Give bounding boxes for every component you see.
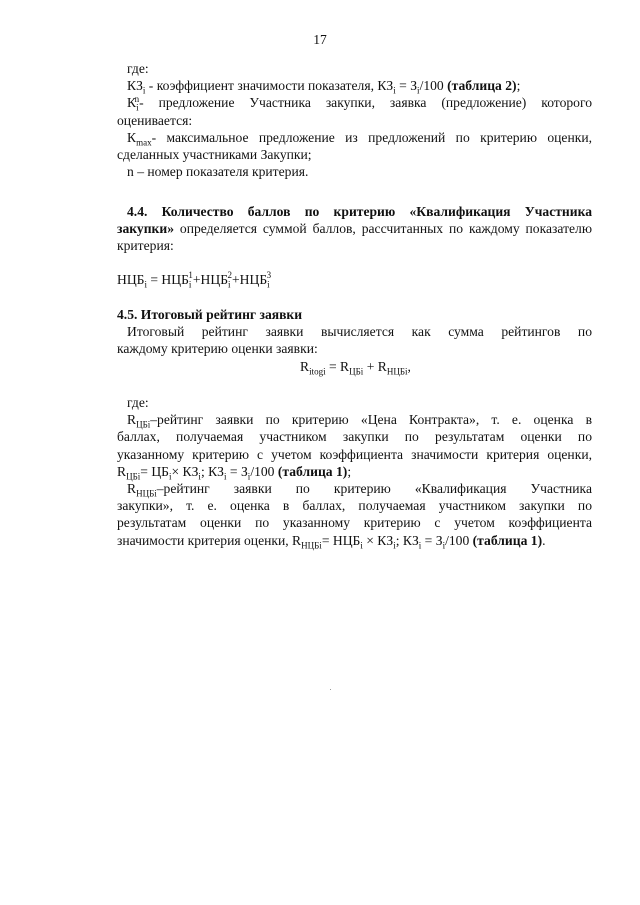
rncb-definition-line4: значимости критерия оценки, $R_{НЦБi}= НЦБ_i \times КЗ_i$; $КЗ_i = З_i/100$ (таблица 1). [117, 532, 546, 551]
ki-definition: $К_i^n-$ предложение Участника закупки, заявка (предложение) которого [127, 93, 592, 114]
ki-definition-cont: оценивается: [117, 112, 193, 128]
where-label: где: [127, 61, 149, 76]
scan-speck [330, 689, 331, 690]
section-where-definitions [117, 60, 592, 180]
section-4-5 [117, 306, 592, 375]
rcb-definition-line3: указанному критерию с учетом коэффициента значимости критерия оценки, [117, 446, 592, 462]
section-4-4-line3: критерия: [117, 238, 174, 254]
rncb-definition-line2: закупки», т. е. оценка в баллах, получаемая участником закупки по [117, 498, 592, 514]
rncb-definition-line1: $R_{НЦБi}$–рейтинг заявки по критерию «Квалификация Участника [127, 481, 592, 499]
nts-formula: $НЦБ_i = НЦБ_i^1+НЦБ_i^2+НЦБ_i^3$ [117, 270, 272, 290]
where-label-2: где: [127, 395, 149, 410]
rncb-definition-line3: результатам оценки по указанному критерию с учетом коэффициента [117, 515, 592, 531]
n-definition: n – номер показателя критерия. [127, 164, 309, 180]
section-4-4 [117, 203, 592, 288]
kmax-definition-cont: сделанных участниками Закупки; [117, 147, 312, 163]
section-4-5-line1: Итоговый рейтинг заявки вычисляется как сумма рейтингов по [127, 324, 592, 340]
section-4-5-heading: 4.5. Итоговый рейтинг заявки [117, 307, 303, 322]
rating-formula: $R_{itogi} = R_{ЦБi} + R_{НЦБi}$, [300, 358, 411, 377]
kmax-definition: $К_{max}-$ максимальное предложение из предложений по критерию оценки, [127, 129, 592, 148]
section-4-4-heading: 4.4. Количество баллов по критерию «Квалификация Участника [127, 204, 592, 219]
page-number: 17 [313, 32, 327, 47]
section-4-5-line2: каждому критерию оценки заявки: [117, 341, 318, 357]
rcb-definition-line2: баллах, получаемая участником закупки по результатам оценки по [117, 429, 592, 445]
section-4-5-where [117, 394, 592, 549]
section-4-4-line2: закупки» определяется суммой баллов, рассчитанных по каждому показателю [117, 221, 592, 237]
kz-definition: $КЗ_i$ - коэффициент значимости показателя, $КЗ_i = З_i/100$ (таблица 2); [127, 78, 521, 96]
rcb-definition-line1: $R_{ЦБi}$–рейтинг заявки по критерию «Цена Контракта», т. е. оценка в [127, 412, 592, 430]
rcb-definition-line4: $R_{ЦБi}= ЦБ_i\times КЗ_i$; $КЗ_i = З_i/100$ (таблица 1); [117, 463, 352, 482]
